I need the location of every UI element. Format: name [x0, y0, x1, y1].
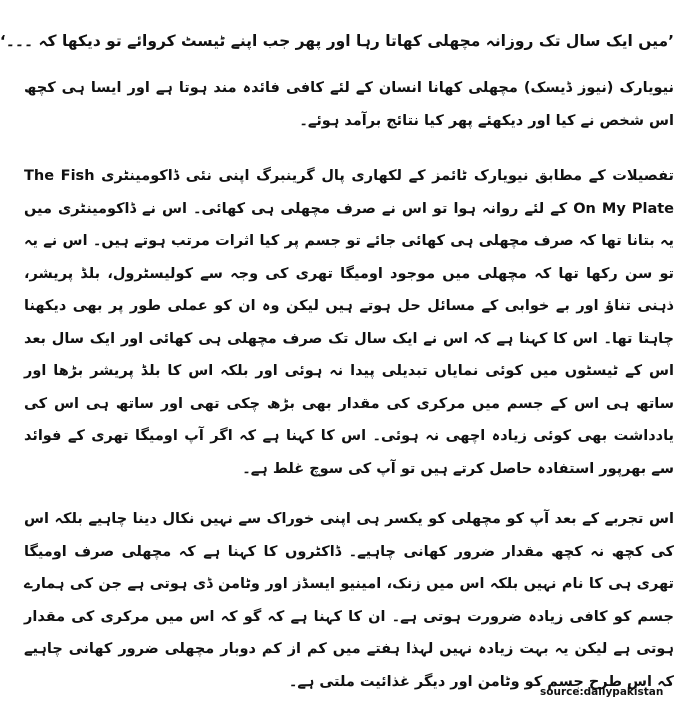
article-title: ’میں ایک سال تک روزانہ مچھلی کھاتا رہا اور پھر جب اپنے ٹیسٹ کروائے تو دیکھا کہ ۔۔۔‘	[0, 32, 674, 50]
advice-paragraph: اس تجربے کے بعد آپ کو مچھلی کو یکسر ہی اپنی خوراک سے نہیں نکال دینا چاہیے بلکہ اس کی کچھ نہ کچھ مقدار ضرور کھانی چاہیے۔ ڈاکٹروں کا کہنا ہے کہ مچھلی صرف اومیگا تھری ہی کا نام نہیں بلکہ اس میں زنک، امینیو ایسڈز اور وٹامن ڈی ہوتی ہے جن کی ہمارے جسم کو کافی زیادہ ضرورت ہوتی ہے۔ ان کا کہنا ہے کہ گو کہ اس میں مرکری کی مقدار ہوتی ہے لیکن یہ بہت زیادہ نہیں لہذا ہفتے میں کم از کم دوبار مچھلی ضرور کھانی چاہیے کہ اس طرح جسم کو وٹامن اور دیگر غذائیت ملتی ہے۔	[24, 511, 674, 690]
details-paragraph: تفصیلات کے مطابق نیویارک ٹائمز کے لکھاری پال گرینبرگ اپنی نئی ڈاکومینٹری The Fish On My Plate کے لئے روانہ ہوا تو اس نے صرف مچھلی ہی کھائی۔ اس نے ڈاکومینٹری میں یہ بتانا تھا کہ صرف مچھلی ہی کھائی جائے تو جسم پر کیا اثرات مرتب ہوتے ہیں۔ اس نے یہ تو سن رکھا تھا کہ مچھلی میں موجود اومیگا تھری کی وجہ سے کولیسٹرول، بلڈ پریشر، ذہنی تناؤ اور بے خوابی کے مسائل حل ہوتے ہیں لیکن وہ ان کو عملی طور پر بھی دیکھنا چاہتا تھا۔ اس کا کہنا ہے کہ اس نے ایک سال تک صرف مچھلی ہی کھائی اور ایک سال بعد اس کے ٹیسٹوں میں کوئی نمایاں تبدیلی پیدا نہ ہوئی اور بلکہ اس کا بلڈ پریشر بڑھا اور ساتھ ہی اس کے جسم میں مرکری کی مقدار بھی بڑھ چکی تھی اور ساتھ ہی اس کی یادداشت بھی کوئی زیادہ اچھی نہ ہوئی۔ اس کا کہنا ہے کہ اگر آپ اومیگا تھری کے فوائد سے بھرپور استفادہ حاصل کرتے ہیں تو آپ کی سوچ غلط ہے۔	[24, 168, 674, 477]
source-credit: source:dailypakistan	[540, 686, 664, 698]
intro-paragraph: نیویارک (نیوز ڈیسک) مچھلی کھانا انسان کے لئے کافی فائدہ مند ہوتا ہے اور ایسا ہی کچھ اس شخص نے کیا اور دیکھئے پھر کیا نتائج برآمد ہوئے۔	[24, 80, 674, 129]
article-body	[0, 20, 674, 717]
